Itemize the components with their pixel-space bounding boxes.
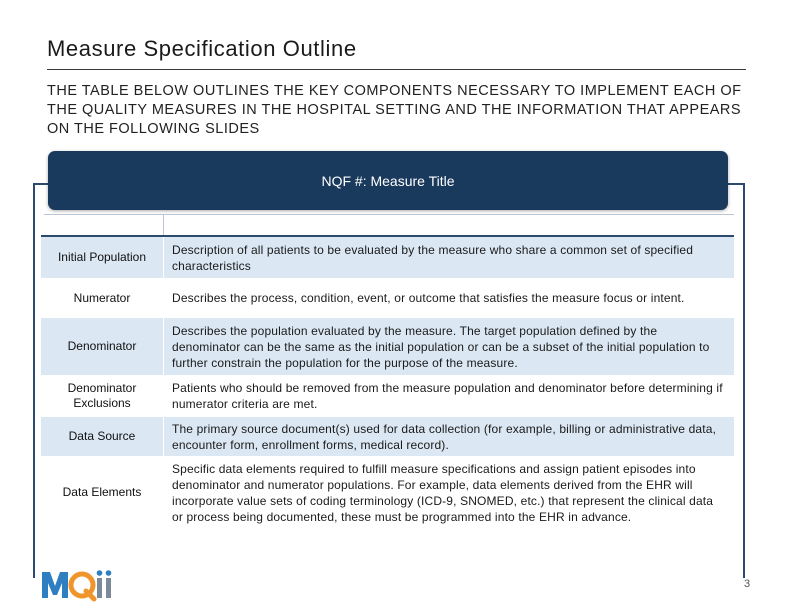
row-description: Describes the process, condition, event, or outcome that satisfies the measure focus or intent. (172, 291, 685, 305)
table-frame-rule (44, 214, 734, 215)
table-frame-tick (163, 214, 164, 236)
row-label: Initial Population (57, 250, 147, 264)
mqii-logo (40, 564, 120, 604)
row-label: Denominator (67, 339, 137, 353)
table-row (41, 417, 734, 456)
banner-label: NQF #: Measure Title (321, 172, 455, 189)
row-description: Description of all patients to be evaluated by the measure who share a common set of specified characteristics (172, 242, 694, 273)
slide-title: Measure Specification Outline (47, 36, 357, 61)
table-row (41, 375, 734, 417)
row-label: Denominator Exclusions (67, 381, 137, 410)
slide-subtitle: THE TABLE BELOW OUTLINES THE KEY COMPONENTS NECESSARY TO IMPLEMENT EACH OF THE QUALITY MEASURES IN THE HOSPITAL SETTING AND THE INFORMATION THAT APPEARS ON THE FOLLOWING SLIDES (47, 83, 742, 137)
row-description: Describes the population evaluated by the measure. The target population defined by the denominator can be the same as the initial population or can be a subset of the initial population to further constrain the population for the purpose of the measure. (172, 323, 710, 370)
table-row (41, 278, 734, 318)
table-row (41, 318, 734, 375)
specification-table (41, 235, 734, 529)
measure-title-banner (48, 151, 728, 210)
page-number: 3 (744, 578, 751, 590)
row-label: Data Elements (62, 485, 142, 499)
row-label: Data Source (68, 429, 136, 443)
row-description: The primary source document(s) used for data collection (for example, billing or administrative data, encounter form, enrollment forms, medical record). (172, 421, 717, 452)
table-row (41, 456, 734, 529)
row-label: Numerator (73, 290, 131, 305)
row-description: Patients who should be removed from the measure population and denominator before determining if numerator criteria are met. (172, 381, 723, 411)
table-row (41, 235, 734, 278)
row-description: Specific data elements required to fulfill measure specifications and assign patient episodes into denominator and numerator populations. For example, data elements derived from the EHR will incorporate value sets of coding terminology (ICD-9, SNOMED, etc.) that represent the clinical data or process being documented, these must be programmed into the EHR in advance. (172, 461, 714, 524)
title-divider (47, 69, 746, 70)
